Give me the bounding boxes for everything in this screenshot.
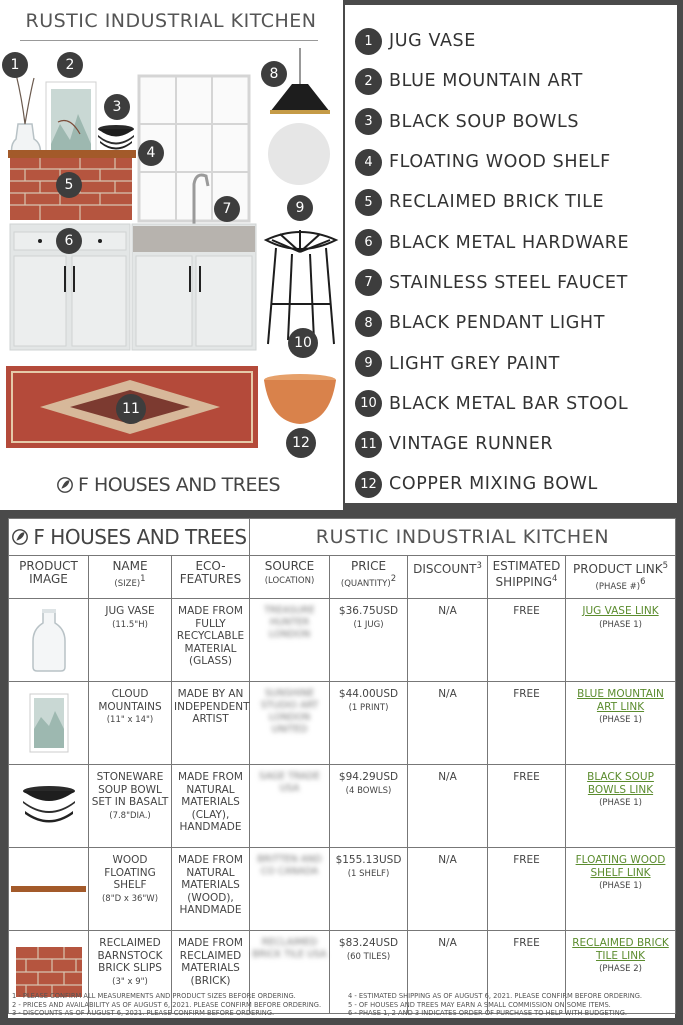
header-shipping xyxy=(488,556,566,599)
discount-cell: N/A xyxy=(408,931,488,1014)
price-value: $44.00USD xyxy=(338,688,399,700)
legend-label: VINTAGE RUNNER xyxy=(389,434,554,455)
header-link-label: PRODUCT LINK xyxy=(572,562,663,576)
price-value: $94.29USD xyxy=(338,771,399,783)
legend-label: BLACK METAL BAR STOOL xyxy=(389,393,629,414)
footnote: 6 - PHASE 1, 2 AND 3 INDICATES ORDER OF PURCHASE TO HELP WITH BUDGETING. xyxy=(348,1009,628,1018)
legend-number: 9 xyxy=(355,350,382,377)
legend-number: 7 xyxy=(355,269,382,296)
legend-item xyxy=(355,384,673,424)
discount-cell: N/A xyxy=(408,682,488,765)
header-name xyxy=(89,556,172,599)
product-link[interactable]: BLACK SOUP BOWLS LINK xyxy=(587,771,654,796)
footnotes-right xyxy=(348,992,678,1018)
product-size: (11" x 14") xyxy=(106,715,154,726)
badge-5: 5 xyxy=(56,172,82,198)
badge-4: 4 xyxy=(138,140,164,166)
quantity: (4 BOWLS) xyxy=(345,785,392,796)
phase-label: (PHASE 1) xyxy=(599,881,642,892)
price-value: $83.24USD xyxy=(338,937,399,949)
soup-bowls-image xyxy=(98,125,134,150)
leaf-icon xyxy=(56,476,74,494)
legend-label: STAINLESS STEEL FAUCET xyxy=(389,272,628,293)
source-text: BRITTEN AND CO CANADA xyxy=(257,854,322,877)
quantity: (1 SHELF) xyxy=(347,868,390,879)
legend-label: BLUE MOUNTAIN ART xyxy=(389,71,583,92)
title-divider xyxy=(20,40,318,41)
price-value: $36.75USD xyxy=(338,605,399,617)
legend-item xyxy=(355,61,673,101)
legend-number: 12 xyxy=(355,471,382,498)
price-cell xyxy=(330,765,408,848)
footnote: 4 - ESTIMATED SHIPPING AS OF AUGUST 6, 2021. PLEASE CONFIRM BEFORE ORDERING. xyxy=(348,992,643,1000)
legend-number: 1 xyxy=(355,28,382,55)
header-price-sub: (QUANTITY) xyxy=(340,579,391,589)
badge-7: 7 xyxy=(214,196,240,222)
legend-panel xyxy=(345,5,677,503)
brand-text: F HOUSES AND TREES xyxy=(78,474,281,496)
product-size: (11.5"H) xyxy=(112,619,148,630)
footnote: 5 - OF HOUSES AND TREES MAY EARN A SMALL COMMISSION ON SOME ITEMS. xyxy=(348,1000,611,1009)
badge-11: 11 xyxy=(116,394,146,424)
eco-cell: MADE FROM NATURAL MATERIALS (WOOD), HANDMADE xyxy=(172,848,250,931)
header-discount xyxy=(408,556,488,599)
badge-10: 10 xyxy=(288,328,318,358)
legend-item xyxy=(355,142,673,182)
legend-number: 2 xyxy=(355,68,382,95)
product-name-cell xyxy=(89,848,172,931)
phase-label: (PHASE 2) xyxy=(599,964,642,975)
legend-label: RECLAIMED BRICK TILE xyxy=(389,192,605,213)
source-cell xyxy=(250,599,330,682)
table-row xyxy=(9,682,676,765)
badge-2: 2 xyxy=(57,52,83,78)
product-link[interactable]: FLOATING WOOD SHELF LINK xyxy=(575,854,666,879)
phase-label: (PHASE 1) xyxy=(599,798,642,809)
legend-item xyxy=(355,303,673,343)
header-name-sub: (SIZE) xyxy=(114,579,141,589)
price-value: $155.13USD xyxy=(335,854,402,866)
legend-label: BLACK PENDANT LIGHT xyxy=(389,313,605,334)
legend-label: COPPER MIXING BOWL xyxy=(389,474,598,495)
footnote: 3 - DISCOUNTS AS OF AUGUST 6, 2021. PLEASE CONFIRM BEFORE ORDERING. xyxy=(12,1009,275,1018)
header-discount-label: DISCOUNT xyxy=(413,562,477,576)
table-title: RUSTIC INDUSTRIAL KITCHEN xyxy=(250,519,676,556)
discount-cell: N/A xyxy=(408,765,488,848)
product-link[interactable]: RECLAIMED BRICK TILE LINK xyxy=(572,937,669,962)
badge-8: 8 xyxy=(261,61,287,87)
eco-cell: MADE FROM FULLY RECYCLABLE MATERIAL (GLASS) xyxy=(172,599,250,682)
product-link[interactable]: BLUE MOUNTAIN ART LINK xyxy=(577,688,664,713)
product-image-cell xyxy=(9,599,89,682)
eco-cell: MADE BY AN INDEPENDENT ARTIST xyxy=(172,682,250,765)
badge-12: 12 xyxy=(286,428,316,458)
shipping-cell: FREE xyxy=(488,599,566,682)
legend-label: BLACK METAL HARDWARE xyxy=(389,232,630,253)
shipping-cell: FREE xyxy=(488,931,566,1014)
header-name-label: NAME xyxy=(112,559,148,573)
header-price-label: PRICE xyxy=(350,559,387,573)
header-shipping-sup: 4 xyxy=(552,574,558,584)
badge-3: 3 xyxy=(104,94,130,120)
header-name-sup: 1 xyxy=(140,574,146,584)
table-row xyxy=(9,599,676,682)
product-name: STONEWARE SOUP BOWL SET IN BASALT xyxy=(91,771,169,809)
product-size: (7.8"DIA.) xyxy=(109,810,151,821)
moodboard-title: RUSTIC INDUSTRIAL KITCHEN xyxy=(25,10,317,32)
source-text: SAGE TRADE USA xyxy=(259,771,320,794)
legend-number: 6 xyxy=(355,229,382,256)
product-link[interactable]: JUG VASE LINK xyxy=(582,605,659,617)
product-size: (3" x 9") xyxy=(112,976,148,987)
legend-list xyxy=(355,21,673,505)
legend-label: LIGHT GREY PAINT xyxy=(389,353,560,374)
quantity: (1 PRINT) xyxy=(348,702,389,713)
mountain-art-thumbnail xyxy=(29,693,69,753)
product-name-cell xyxy=(89,599,172,682)
product-name-cell xyxy=(89,765,172,848)
header-shipping-label: ESTIMATED SHIPPING xyxy=(492,559,561,589)
table-row xyxy=(9,765,676,848)
badge-9: 9 xyxy=(287,195,313,221)
link-cell xyxy=(566,682,676,765)
price-cell xyxy=(330,599,408,682)
soup-bowls-thumbnail xyxy=(19,781,79,831)
header-eco: ECO-FEATURES xyxy=(172,556,250,599)
header-link-sup: 5 xyxy=(662,561,669,571)
table-row xyxy=(9,848,676,931)
legend-label: JUG VASE xyxy=(389,31,476,52)
source-text: SUNSHINE STUDIO ART LONDON UNITED xyxy=(260,688,319,735)
phase-label: (PHASE 1) xyxy=(599,619,642,630)
bar-stool-image xyxy=(266,230,336,344)
legend-item xyxy=(355,343,673,383)
product-table-panel xyxy=(8,518,675,1018)
legend-number: 3 xyxy=(355,108,382,135)
source-cell xyxy=(250,682,330,765)
product-name: WOOD FLOATING SHELF xyxy=(104,854,156,892)
legend-number: 5 xyxy=(355,189,382,216)
footnotes-left xyxy=(12,992,342,1018)
brick-tile-thumbnail xyxy=(16,947,82,997)
link-cell xyxy=(566,599,676,682)
price-cell xyxy=(330,682,408,765)
moodboard-panel xyxy=(0,0,343,510)
table-brand-cell xyxy=(9,519,250,556)
header-link xyxy=(566,556,676,599)
discount-cell: N/A xyxy=(408,848,488,931)
cabinets-image xyxy=(10,224,256,350)
source-text: RECLAIMED BRICK TILE USA xyxy=(252,937,327,960)
source-cell xyxy=(250,848,330,931)
product-image-cell xyxy=(9,848,89,931)
table-header-row xyxy=(9,556,676,599)
eco-cell: MADE FROM RECLAIMED MATERIALS (BRICK) xyxy=(172,931,250,1014)
legend-item xyxy=(355,182,673,222)
wood-shelf-thumbnail xyxy=(11,884,86,894)
table-brand-text: F HOUSES AND TREES xyxy=(33,524,247,549)
phase-label: (PHASE 1) xyxy=(599,715,642,726)
product-size: (8"D x 36"W) xyxy=(101,893,159,904)
product-name-cell xyxy=(89,682,172,765)
product-table xyxy=(8,518,676,1014)
grey-paint-swatch xyxy=(268,123,330,185)
footnote: 2 - PRICES AND AVAILABILITY AS OF AUGUST 6, 2021. PLEASE CONFIRM BEFORE ORDERING. xyxy=(12,1000,322,1009)
product-image-cell xyxy=(9,682,89,765)
header-link-sub: (PHASE #) xyxy=(595,582,641,592)
header-source xyxy=(250,556,330,599)
legend-number: 4 xyxy=(355,149,382,176)
legend-number: 11 xyxy=(355,431,382,458)
eco-cell: MADE FROM NATURAL MATERIALS (CLAY), HANDMADE xyxy=(172,765,250,848)
header-source-label: SOURCE xyxy=(264,559,315,573)
wood-shelf-image xyxy=(8,150,136,158)
source-text: TREASURE HUNTER LONDON xyxy=(264,605,315,640)
legend-item xyxy=(355,21,673,61)
header-link-sub-sup: 6 xyxy=(640,577,646,587)
copper-bowl-image xyxy=(264,374,336,424)
header-source-sub: (LOCATION) xyxy=(264,576,315,586)
legend-item xyxy=(355,424,673,464)
header-image: PRODUCT IMAGE xyxy=(9,556,89,599)
legend-item xyxy=(355,102,673,142)
product-name: RECLAIMED BARNSTOCK BRICK SLIPS xyxy=(97,937,163,975)
product-name: JUG VASE xyxy=(105,605,155,617)
legend-item xyxy=(355,464,673,504)
shipping-cell: FREE xyxy=(488,682,566,765)
shipping-cell: FREE xyxy=(488,848,566,931)
table-brand-logo xyxy=(9,524,249,549)
source-cell xyxy=(250,765,330,848)
header-price xyxy=(330,556,408,599)
link-cell xyxy=(566,848,676,931)
product-name: CLOUD MOUNTAINS xyxy=(98,688,162,713)
quantity: (1 JUG) xyxy=(353,619,384,630)
footnote: 1 - PLEASE CONFIRM ALL MEASUREMENTS AND PRODUCT SIZES BEFORE ORDERING. xyxy=(12,992,296,1000)
legend-item xyxy=(355,222,673,262)
jug-vase-thumbnail xyxy=(29,607,69,673)
brand-logo xyxy=(56,474,280,496)
discount-cell: N/A xyxy=(408,599,488,682)
product-image-cell xyxy=(9,765,89,848)
shipping-cell: FREE xyxy=(488,765,566,848)
leaf-icon xyxy=(11,528,29,546)
legend-number: 8 xyxy=(355,310,382,337)
quantity: (60 TILES) xyxy=(346,951,391,962)
price-cell xyxy=(330,848,408,931)
link-cell xyxy=(566,765,676,848)
legend-item xyxy=(355,263,673,303)
badge-6: 6 xyxy=(56,228,82,254)
header-discount-sup: 3 xyxy=(476,561,482,571)
legend-label: BLACK SOUP BOWLS xyxy=(389,111,580,132)
legend-label: FLOATING WOOD SHELF xyxy=(389,152,611,173)
badge-1: 1 xyxy=(2,52,28,78)
legend-number: 10 xyxy=(355,390,382,417)
header-price-sup: 2 xyxy=(390,574,397,584)
